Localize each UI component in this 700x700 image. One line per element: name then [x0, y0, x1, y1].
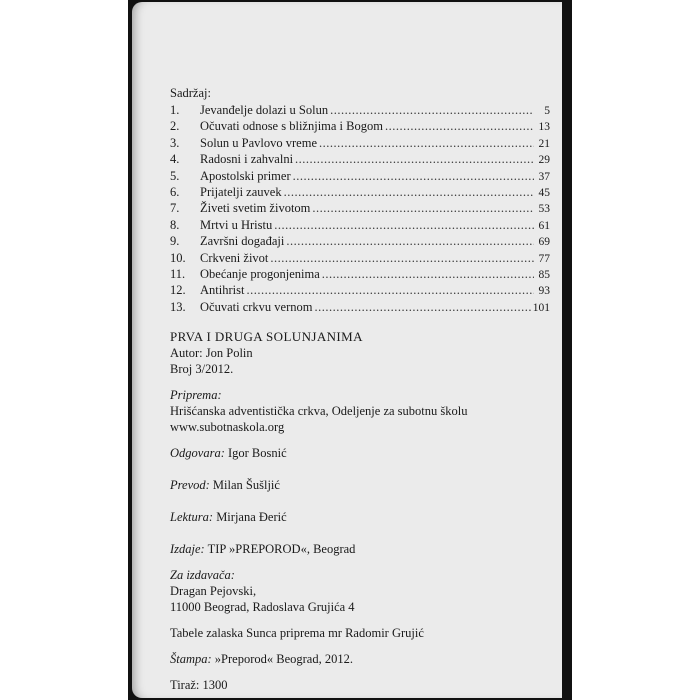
toc-leader-dots — [293, 168, 534, 184]
toc-leader-dots — [274, 217, 534, 233]
toc-item-page: 85 — [538, 268, 550, 281]
toc-item-title: Mrtvi u Hristu — [200, 217, 273, 232]
lektura-line — [170, 509, 550, 525]
toc-item — [170, 217, 550, 233]
toc-item-title: Živeti svetim životom — [200, 201, 311, 216]
toc-item-page: 53 — [538, 203, 550, 216]
toc-item-title: Antihrist — [200, 283, 245, 298]
toc-item — [170, 151, 550, 167]
izdaje-line — [170, 541, 550, 557]
toc-item-number: 4. — [170, 152, 180, 167]
toc-item-title: Solun u Pavlovo vreme — [200, 135, 318, 150]
issue-line: Broj 3/2012. — [170, 362, 234, 377]
toc-item-number: 9. — [170, 234, 180, 249]
za-izdavaca-name: Dragan Pejovski, — [170, 584, 257, 599]
toc-leader-dots — [284, 184, 534, 200]
toc-item-number: 12. — [170, 283, 186, 298]
toc-item-title: Radosni i zahvalni — [200, 152, 294, 167]
tabele-line: Tabele zalaska Sunca priprema mr Radomir Grujić — [170, 626, 424, 641]
toc-item-page: 77 — [538, 252, 550, 265]
toc-item-page: 93 — [538, 285, 550, 298]
toc-item-number: 5. — [170, 168, 180, 183]
toc-leader-dots — [312, 200, 534, 216]
toc-leader-dots — [246, 282, 534, 298]
website-line: www.subotnaskola.org — [170, 420, 285, 435]
toc-item — [170, 135, 550, 151]
toc-item-number: 7. — [170, 201, 180, 216]
toc-item-page: 101 — [532, 301, 550, 314]
toc-item-number: 1. — [170, 103, 180, 117]
odgovara-label: Odgovara: — [170, 446, 225, 461]
toc-item — [170, 184, 550, 200]
toc-leader-dots — [314, 299, 530, 315]
toc-item-number: 6. — [170, 184, 180, 199]
prevod-line — [170, 477, 550, 493]
toc-leader-dots — [330, 102, 534, 118]
odgovara-line — [170, 445, 550, 461]
author-line: Autor: Jon Polin — [170, 346, 253, 361]
toc-item-title: Očuvati odnose s bližnjima i Bogom — [200, 119, 383, 134]
toc-item-page: 21 — [538, 137, 550, 150]
lektura-value: Mirjana Đerić — [213, 510, 287, 525]
toc-item — [170, 118, 550, 134]
toc-leader-dots — [286, 233, 534, 249]
priprema-line: Hrišćanska adventistička crkva, Odeljenje za subotnu školu — [170, 404, 468, 419]
toc-item — [170, 282, 550, 298]
toc-item-page: 29 — [538, 154, 550, 167]
toc-item — [170, 233, 550, 249]
toc-item-page: 13 — [538, 121, 550, 134]
toc-item-title: Apostolski primer — [200, 168, 291, 183]
toc-item-title: Završni događaji — [200, 234, 285, 249]
toc-item-title: Crkveni život — [200, 250, 269, 265]
toc-item-number: 3. — [170, 135, 180, 150]
stampa-line — [170, 651, 550, 667]
toc-item — [170, 102, 550, 118]
toc-leader-dots — [385, 118, 534, 134]
toc-item — [170, 168, 550, 184]
toc-leader-dots — [295, 151, 534, 167]
prevod-label: Prevod: — [170, 478, 210, 493]
toc-item-number: 8. — [170, 217, 180, 232]
za-izdavaca-label: Za izdavača: — [170, 568, 235, 583]
toc-item-page: 5 — [544, 105, 550, 117]
toc-item-number: 13. — [170, 299, 186, 314]
priprema-label: Priprema: — [170, 388, 222, 403]
toc-item-page: 45 — [538, 186, 550, 199]
prevod-value: Milan Šušljić — [209, 478, 280, 493]
toc-item-number: 10. — [170, 250, 186, 265]
toc-item-page: 61 — [538, 219, 550, 232]
page-content — [170, 86, 550, 693]
toc-item — [170, 250, 550, 266]
stampa-value: »Preporod« Beograd, 2012. — [211, 652, 353, 667]
odgovara-value: Igor Bosnić — [224, 446, 287, 461]
toc-item-title: Obećanje progonjenima — [200, 266, 320, 281]
book-title: PRVA I DRUGA SOLUNJANIMA — [170, 329, 363, 345]
toc-item-title: Očuvati crkvu vernom — [200, 299, 313, 314]
toc-item-number: 2. — [170, 119, 180, 134]
toc-heading: Sadržaj: — [170, 86, 211, 100]
toc-item-page: 37 — [538, 170, 550, 183]
stampa-label: Štampa: — [170, 652, 212, 667]
za-izdavaca-address: 11000 Beograd, Radoslava Grujića 4 — [170, 600, 355, 615]
tiraz-line: Tiraž: 1300 — [170, 678, 228, 693]
toc-leader-dots — [270, 250, 534, 266]
toc-item-title: Prijatelji zauvek — [200, 184, 282, 199]
toc-leader-dots — [319, 135, 534, 151]
toc-item — [170, 200, 550, 216]
lektura-label: Lektura: — [170, 510, 214, 525]
toc-item — [170, 266, 550, 282]
izdaje-label: Izdaje: — [170, 542, 205, 557]
izdaje-value: TIP »PREPOROD«, Beograd — [204, 542, 356, 557]
toc-leader-dots — [322, 266, 534, 282]
toc-item-page: 69 — [538, 236, 550, 249]
toc-list — [170, 102, 550, 315]
toc-item — [170, 299, 550, 315]
toc-item-title: Jevanđelje dolazi u Solun — [200, 103, 329, 117]
toc-item-number: 11. — [170, 266, 186, 281]
